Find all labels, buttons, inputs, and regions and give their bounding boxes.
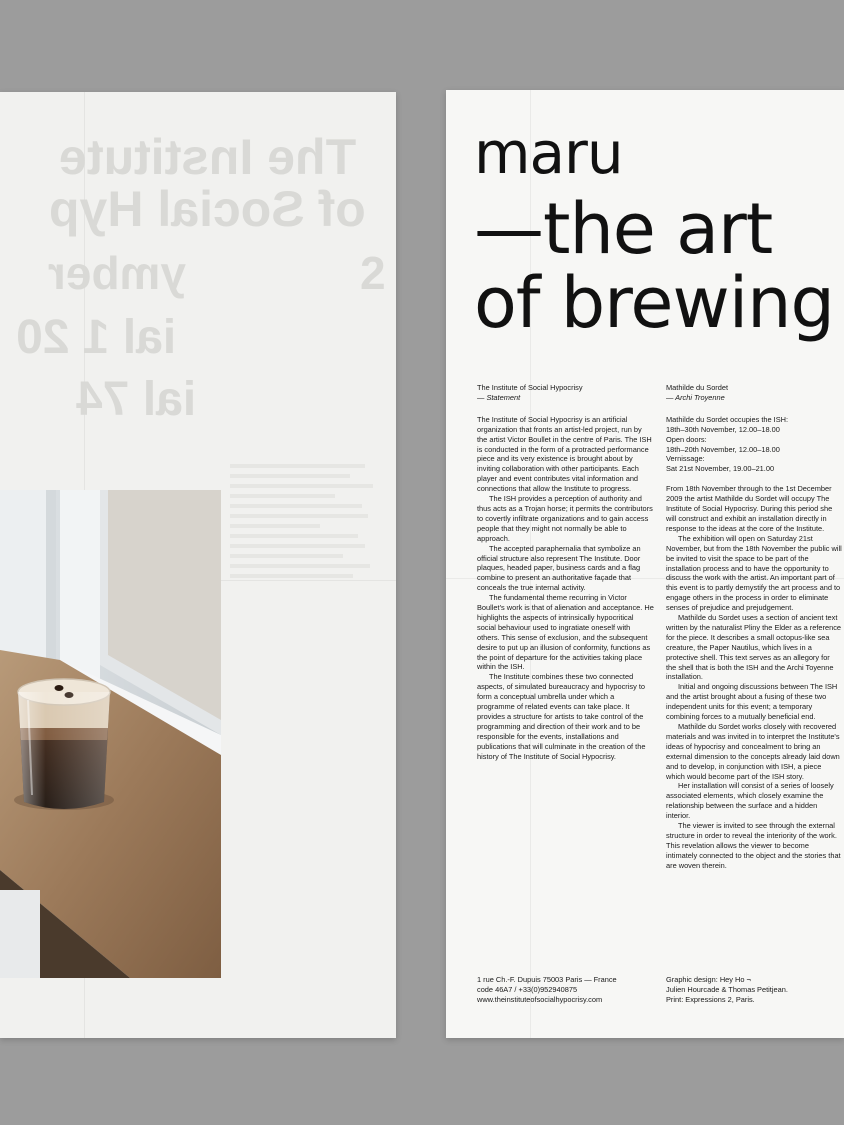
footer-line: code 46A7 / +33(0)952940875 xyxy=(477,985,578,994)
schedule-line: 18th–20th November, 12.00–18.00 xyxy=(666,444,780,454)
left-poster-sheet xyxy=(0,92,396,1038)
credits-footer xyxy=(666,975,842,1005)
statement-paragraph: The ISH provides a perception of authority and thus acts as a Trojan horse; it permits the contributors to covertly infiltrate organizations and to gain access people that they might not normally be able to approach. xyxy=(477,494,653,543)
statement-subheading: — Statement xyxy=(477,392,521,402)
artist-subheading: — Archi Troyenne xyxy=(666,392,725,402)
artist-paragraph: Initial and ongoing discussions between The ISH and the artist brought about a fusing of these two independent units for this event; a temporary combining forces to a mutually beneficial end. xyxy=(666,682,838,722)
footer-line: Print: Expressions 2, Paris. xyxy=(666,995,755,1004)
artist-paragraph: Her installation will consist of a series of loosely associated elements, which closely examine the relationship between the surface and a hidden interior. xyxy=(666,781,834,821)
footer-line: www.theinstituteofsocialhypocrisy.com xyxy=(477,995,603,1004)
schedule-line: Vernissage: xyxy=(666,454,705,464)
artist-paragraph: From 18th November through to the 1st December 2009 the artist Mathilde du Sordet will occupy The Institute of Social Hypocrisy. During this period she will construct and exhibit an installation directly in response to the ideas at the core of the Institute. xyxy=(666,484,833,533)
title-line-1: maru xyxy=(474,119,623,187)
artist-paragraph: Mathilde du Sordet works closely with recovered materials and was invited in to interpret the Institute's ideas of hypocrisy and concealment to bring an external dimension to the concepts already laid down and to develop, in conjunction with ISH, a piece which would become part of the ISH story. xyxy=(666,722,840,781)
schedule-line: Mathilde du Sordet occupies the ISH: xyxy=(666,414,789,424)
address-footer xyxy=(477,975,657,1005)
title-line-2: —the art xyxy=(474,188,773,270)
footer-line: Graphic design: Hey Ho ¬ xyxy=(666,975,751,984)
statement-paragraph: The accepted paraphernalia that symbolize an official structure also represent The Institute. Door plaques, headed paper, business cards and a flag combine to present an authoritative façade that conceals the true internal activity. xyxy=(477,543,641,593)
show-through-text: ial 74 xyxy=(75,373,196,426)
right-poster-sheet xyxy=(446,90,844,1038)
artist-heading: Mathilde du Sordet xyxy=(666,383,729,392)
footer-line: 1 rue Ch.-F. Dupuis 75003 Paris — France xyxy=(477,975,617,984)
footer-line: Julien Hourcade & Thomas Petitjean. xyxy=(666,985,788,994)
show-through-text: ymber xyxy=(47,247,186,299)
statement-paragraph: The Institute of Social Hypocrisy is an artificial organization that fronts an artist-led project, run by the artist Victor Boullet in the centre of Paris. The ISH is conducted in the form of a protracted performance piece and its very existence is brought about by inviting collaboration with other participants. Each player and event contributes vital information and connections that allow the Institute to progress. xyxy=(477,414,652,494)
schedule-line: Sat 21st November, 19.00–21.00 xyxy=(666,464,775,474)
coffee-photo xyxy=(0,490,221,978)
artist-column xyxy=(666,383,842,871)
statement-column xyxy=(477,383,654,762)
show-through-text: 2 xyxy=(360,247,386,299)
statement-paragraph: The fundamental theme recurring in Victor Boullet's work is that of alienation and acceptance. He highlights the aspects of intrinsically hypocritical social behaviour used to ingratiate oneself with others. This sense of exclusion, and the subsequent desire to put up an illusion of conformity, functions as the point of departure for the activities taking place within the ISH. xyxy=(477,593,654,672)
statement-paragraph: The Institute combines these two connected aspects, of simulated bureaucracy and hypocrisy to form a conceptual umbrella under which a programme of related events can take place. It provides a structure for artists to take control of the programming and direction of their work and to be responsible for the events, installations and publications that will culminate in the creation of the history of The Institute of Social Hypocrisy. xyxy=(477,672,646,761)
artist-paragraph: The exhibition will open on Saturday 21st November, but from the 18th November the public will be invited to visit the space to be part of the installation process and to have the opportunity to discuss the work with the artist. An important part of this event is to partly demystify the art process and to engage others in the process in order to eliminate senses of prejudice and prejudgement. xyxy=(666,533,842,613)
schedule-line: 18th–30th November, 12.00–18.00 xyxy=(666,424,780,434)
statement-heading: The Institute of Social Hypocrisy xyxy=(477,383,583,392)
artist-schedule xyxy=(666,415,842,474)
artist-paragraph: The viewer is invited to see through the external structure in order to reveal the interiority of the work. This revelation allows the viewer to become intimately connected to the object and the stories that are woven therein. xyxy=(666,821,841,870)
show-through-text-block xyxy=(230,464,380,584)
show-through-text: The Institute xyxy=(58,129,356,185)
title-line-3: of brewing xyxy=(474,262,834,344)
artist-paragraph: Mathilde du Sordet uses a section of ancient text written by the naturalist Pliny the Elder as a reference for the piece. It describes a small octopus-like sea creature, the Paper Nautilus, which lives in a protective shell. This text serves as an allegory for the shell that is both the ISH and the Archi Toyenne installation. xyxy=(666,613,842,682)
show-through-text: of Social Hyp xyxy=(49,181,366,237)
show-through-text: ial 1 20 xyxy=(15,311,176,364)
schedule-line: Open doors: xyxy=(666,434,707,444)
